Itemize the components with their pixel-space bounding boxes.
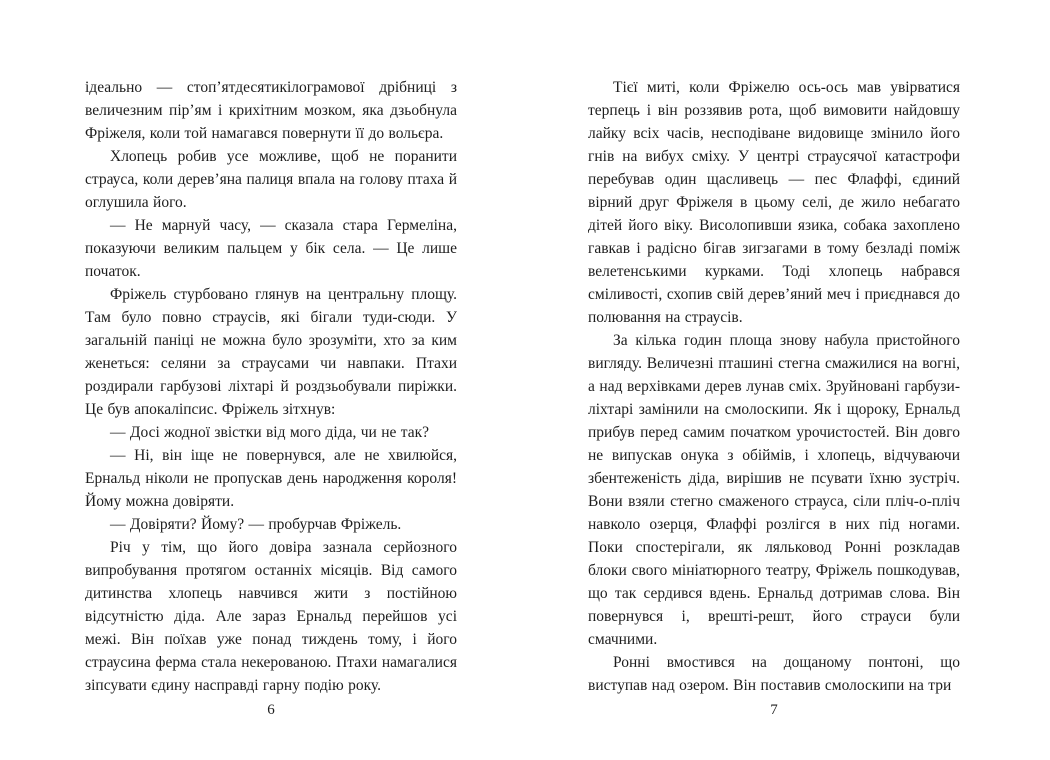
paragraph: Фріжель стурбовано глянув на центральну площу. Там було повно страусів, які бігали туди-сюди. У загальній паніці не можна було зрозуміти, хто за ким женеться: селяни за страусами чи навпаки. Птахи роздирали гарбузові ліхтарі й роздзьобували пиріжки. Це був апокаліпсис. Фріжель зітхнув:: [85, 286, 457, 418]
paragraph: Тієї миті, коли Фріжелю ось-ось мав увірватися терпець і він роззявив рота, щоб вимовити найдовшу лайку всіх часів, несподіване видовище змінило його гнів на вибух сміху. У центрі страусячої катастрофи перебував один щасливець — пес Флаффі, єдиний вірний друг Фріжеля в цьому селі, де жило небагато дітей його віку. Висолопивши язика, собака захоплено гавкав і радісно бігав зигзагами в тому безладі поміж велетенськими курками. Тоді хлопець набрався сміливості, схопив свій дерев’яний меч і приєднався до полювання на страусів.: [588, 79, 960, 326]
page-number: 7: [770, 702, 778, 718]
paragraph: За кілька годин площа знову набула пристойного вигляду. Величезні пташині стегна смажилися на вогні, а над верхівками дерев лунав сміх. Зруйновані гарбузи-ліхтарі замінили на смолоскипи. Як і щороку, Ернальд прибув перед самим початком урочистостей. Він довго не випускав онука з обіймів, і хлопець, відчуваючи збентеженість діда, вирішив не псувати їхню зустріч. Вони взяли стегно смаженого страуса, сіли пліч-о-пліч навколо озерця, Флаффі розлігся в них під ногами. Поки спостерігали, як ляльковод Ронні розкладав блоки свого мініатюрного театру, Фріжель пошкодував, що так сердився вдень. Ернальд дотримав слова. Він повернувся і, врешті-решт, його страуси були смачними.: [588, 332, 960, 648]
paragraph-dialogue: — Довіряти? Йому? — пробурчав Фріжель.: [110, 516, 402, 533]
paragraph: ідеально — стоп’ятдесятикілограмової дрібниці з величезним пір’ям і крихітним мозком, яка дзьобнула Фріжеля, коли той намагався повернути її до вольєра.: [85, 79, 457, 142]
paragraph: Річ у тім, що його довіра зазнала серйозного випробування протягом останніх місяців. Від самого дитинства хлопець навчився жити з постійною відсутністю діда. Але зараз Ернальд перейшов усі межі. Він поїхав уже понад тиждень тому, і його страусина ферма стала некерованою. Птахи намагалися зіпсувати єдину насправді гарну подію року.: [85, 539, 457, 694]
book-page-left: [85, 76, 457, 697]
paragraph: Хлопець робив усе можливе, щоб не поранити страуса, коли дерев’яна палиця впала на голову птаха й оглушила його.: [85, 148, 457, 211]
paragraph: Ронні вмостився на дощаному понтоні, що виступав над озером. Він поставив смолоскипи на три: [588, 654, 960, 694]
book-page-right: [588, 76, 960, 697]
page-number: 6: [267, 702, 275, 718]
paragraph-dialogue: — Ні, він іще не повернувся, але не хвилюйся, Ернальд ніколи не пропускав день народження короля! Йому можна довіряти.: [85, 447, 457, 510]
paragraph-dialogue: — Не марнуй часу, — сказала стара Гермеліна, показуючи великим пальцем у бік села. — Це лише початок.: [85, 217, 457, 280]
paragraph-dialogue: — Досі жодної звістки від мого діда, чи не так?: [110, 424, 430, 441]
